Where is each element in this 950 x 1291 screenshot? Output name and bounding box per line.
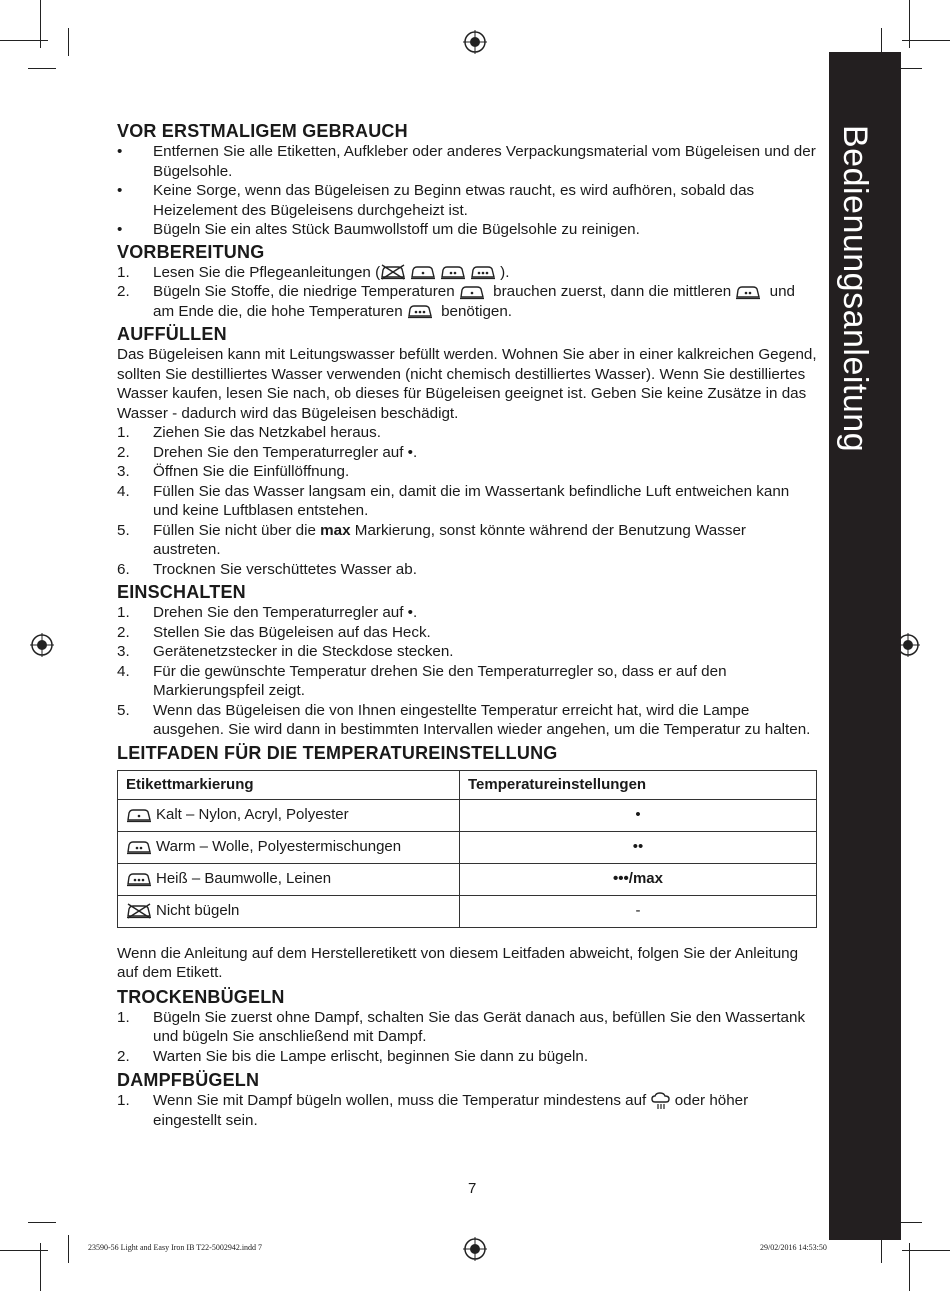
iron-2-dots-icon	[126, 839, 152, 855]
list-item: 2. Bügeln Sie Stoffe, die niedrige Temperaturen brauchen zuerst, dann die mittleren und am Ende die, die hohe Temperaturen benötigen.	[117, 283, 795, 320]
list-item: • Bügeln Sie ein altes Stück Baumwollstoff um die Bügelsohle zu reinigen.	[117, 221, 640, 238]
list-item: 4. Füllen Sie das Wasser langsam ein, damit die im Wassertank befindliche Luft entweichen kann und keine Luftblasen entstehen.	[117, 482, 790, 519]
list-item: 1. Bügeln Sie zuerst ohne Dampf, schalten Sie das Gerät danach aus, befüllen Sie den Wassertank und bügeln Sie anschließend mit Dampf.	[117, 1008, 806, 1045]
iron-2-dots-icon	[735, 284, 761, 300]
page-number: 7	[468, 1180, 477, 1197]
list-item: • Entfernen Sie alle Etiketten, Aufkleber oder anderes Verpackungsmaterial vom Bügeleisen und der Bügelsohle.	[117, 143, 816, 180]
table-cell: Nicht bügeln	[118, 895, 460, 927]
iron-3-dots-icon	[126, 871, 152, 887]
table-row	[118, 831, 817, 863]
list-item: 2. Warten Sie bis die Lampe erlischt, beginnen Sie dann zu bügeln.	[117, 1047, 589, 1065]
column-header: Temperatureinstellungen	[460, 770, 817, 799]
list-item: • Keine Sorge, wenn das Bügeleisen zu Beginn etwas raucht, es wird aufhören, sobald das Heizelement des Bügeleisens durchgeheizt ist.	[117, 182, 755, 219]
list-item: 5. Wenn das Bügeleisen die von Ihnen eingestellte Temperatur erreicht hat, wird die Lampe ausgehen. Sie wird dann in bestimmten Intervallen wieder angehen, um die Temperatur zu halten.	[117, 701, 811, 738]
table-cell: Kalt – Nylon, Acryl, Polyester	[118, 799, 460, 831]
list-item: 2. Drehen Sie den Temperaturregler auf •.	[117, 443, 418, 461]
table-row	[118, 895, 817, 927]
main-content	[117, 120, 817, 1130]
no-iron-icon	[126, 903, 152, 919]
table-cell: Warm – Wolle, Polyestermischungen	[118, 831, 460, 863]
list-item: 5. Füllen Sie nicht über die max Markierung, sonst könnte während der Benutzung Wasser austreten.	[117, 521, 746, 558]
paragraph: Wenn die Anleitung auf dem Herstelleretikett von diesem Leitfaden abweicht, folgen Sie der Anleitung auf dem Etikett.	[117, 944, 799, 981]
temperature-table	[117, 770, 817, 928]
steam-cloud-icon	[651, 1092, 671, 1110]
table-cell: ••	[460, 831, 817, 863]
table-cell: -	[460, 895, 817, 927]
list-item: 1. Drehen Sie den Temperaturregler auf •.	[117, 604, 418, 621]
table-cell: •••/max	[460, 863, 817, 895]
iron-1-dot-icon	[410, 264, 436, 280]
table-row	[118, 863, 817, 895]
iron-3-dots-icon	[470, 264, 496, 280]
section-heading-switch-on: EINSCHALTEN	[117, 582, 246, 602]
no-iron-icon	[380, 264, 406, 280]
iron-2-dots-icon	[440, 264, 466, 280]
crop-mark	[40, 0, 41, 48]
crop-mark	[909, 1243, 910, 1291]
crop-mark	[28, 1222, 56, 1223]
crop-mark	[40, 1243, 41, 1291]
iron-1-dot-icon	[126, 807, 152, 823]
registration-mark-icon	[30, 633, 54, 657]
table-header-row	[118, 770, 817, 799]
crop-mark	[68, 1235, 69, 1263]
list-item: 1. Wenn Sie mit Dampf bügeln wollen, muss die Temperatur mindestens auf oder höher eingestellt sein.	[117, 1092, 749, 1129]
crop-mark	[68, 28, 69, 56]
footer-file-info: 23590-56 Light and Easy Iron IB T22-5002942.indd 7	[88, 1243, 263, 1252]
crop-mark	[28, 68, 56, 69]
iron-1-dot-icon	[459, 284, 485, 300]
section-heading-preparation: VORBEREITUNG	[117, 241, 265, 262]
list-item: 4. Für die gewünschte Temperatur drehen Sie den Temperaturregler so, dass er auf den Markierungspfeil zeigt.	[117, 662, 727, 699]
footer-timestamp: 29/02/2016 14:53:50	[760, 1243, 827, 1252]
table-cell: Heiß – Baumwolle, Leinen	[118, 863, 460, 895]
column-header: Etikettmarkierung	[118, 770, 460, 799]
sidebar-title: Bedienungsanleitung	[836, 125, 874, 453]
list-item: 3. Gerätenetzstecker in die Steckdose stecken.	[117, 643, 454, 660]
paragraph: Das Bügeleisen kann mit Leitungswasser befüllt werden. Wohnen Sie aber in einer kalkreichen Gegend, sollten Sie destilliertes Wasser verwenden (nicht chemisch destilliertes Wasser). Wenn Sie destilliertes Wasser kaufen, lesen Sie nach, ob dieses für Bügeleisen geeignet ist. Geben Sie keine Zusätze in das Wasser - dadurch wird das Bügeleisen beschädigt.	[117, 346, 817, 422]
registration-mark-icon	[463, 1237, 487, 1261]
section-heading-dry-ironing: TROCKENBÜGELN	[117, 986, 285, 1007]
section-heading-temperature-guide: LEITFADEN FÜR DIE TEMPERATUREINSTELLUNG	[117, 742, 558, 763]
table-cell: •	[460, 799, 817, 831]
list-item: 3. Öffnen Sie die Einfüllöffnung.	[117, 463, 350, 480]
table-row	[118, 799, 817, 831]
list-item: 6. Trocknen Sie verschüttetes Wasser ab.	[117, 560, 417, 578]
list-item: 1. Lesen Sie die Pflegeanleitungen ( ).	[117, 263, 510, 281]
section-heading-first-use: VOR ERSTMALIGEM GEBRAUCH	[117, 121, 408, 141]
crop-mark	[909, 0, 910, 48]
list-item: 2. Stellen Sie das Bügeleisen auf das Heck.	[117, 623, 431, 641]
section-heading-filling: AUFFÜLLEN	[117, 324, 227, 344]
section-heading-steam-ironing: DAMPFBÜGELN	[117, 1070, 260, 1090]
iron-3-dots-icon	[407, 303, 433, 319]
registration-mark-icon	[463, 30, 487, 54]
list-item: 1. Ziehen Sie das Netzkabel heraus.	[117, 424, 381, 441]
